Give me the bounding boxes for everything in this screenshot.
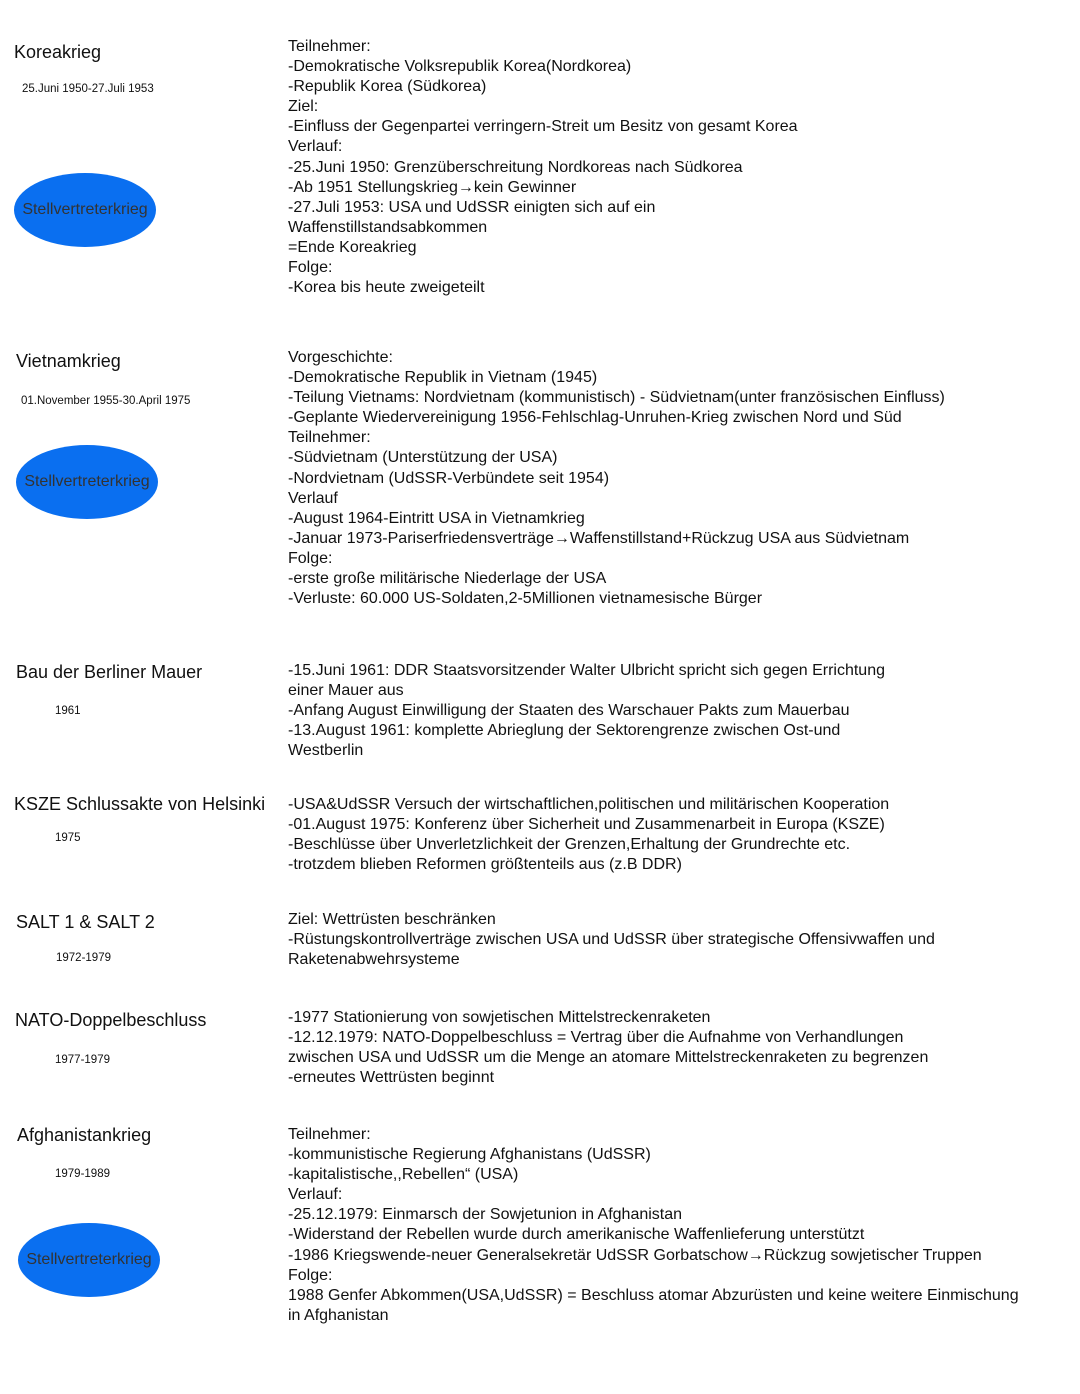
text-line: -Beschlüsse über Unverletzlichkeit der Grenzen,Erhaltung der Grundrechte etc.: [288, 836, 851, 854]
text-line: -25.12.1979: Einmarsch der Sowjetunion in Afghanistan: [288, 1206, 683, 1224]
text-line: Folge:: [288, 259, 333, 277]
text-line: -Korea bis heute zweigeteilt: [288, 279, 485, 297]
text-line: Verlauf:: [288, 1186, 343, 1204]
text-line: -Demokratische Republik in Vietnam (1945): [288, 369, 598, 387]
text-line: -1986 Kriegswende-neuer Generalsekretär UdSSR Gorbatschow→Rückzug sowjetischer Truppen: [288, 1246, 982, 1264]
section-date: 1972-1979: [56, 952, 111, 964]
text-line: Verlauf:: [288, 138, 343, 156]
text-line: -1977 Stationierung von sowjetischen Mittelstreckenraketen: [288, 1009, 711, 1026]
text-line: -kapitalistische,,Rebellen“ (USA): [288, 1166, 519, 1184]
text-line: -trotzdem blieben Reformen größtenteils aus (z.B DDR): [288, 856, 682, 874]
section-title: KSZE Schlussakte von Helsinki: [14, 794, 266, 814]
text-line: -Verluste: 60.000 US-Soldaten,2-5Millionen vietnamesische Bürger: [288, 590, 763, 608]
text-line: -01.August 1975: Konferenz über Sicherheit und Zusammenarbeit in Europa (KSZE): [288, 816, 885, 834]
text-line: -Demokratische Volksrepublik Korea(Nordkorea): [288, 58, 632, 76]
text-line: -25.Juni 1950: Grenzüberschreitung Nordkoreas nach Südkorea: [288, 158, 743, 176]
text-line: 1988 Genfer Abkommen(USA,UdSSR) = Beschluss atomar Abzurüsten und keine weitere Einmischung: [288, 1286, 1019, 1304]
stellvertreterkrieg-badge: Stellvertreterkrieg: [18, 1223, 160, 1297]
section-text: [288, 910, 1068, 970]
text-line: -12.12.1979: NATO-Doppelbeschluss = Vertrag über die Aufnahme von Verhandlungen: [288, 1029, 904, 1047]
text-line: -Anfang August Einwilligung der Staaten des Warschauer Pakts zum Mauerbau: [288, 702, 850, 720]
text-line: -USA&UdSSR Versuch der wirtschaftlichen,politischen und militärischen Kooperation: [288, 796, 890, 813]
section-text: [288, 348, 1068, 609]
section-title: SALT 1 & SALT 2: [16, 912, 155, 932]
text-line: -erste große militärische Niederlage der USA: [288, 570, 607, 588]
section-date: 1975: [55, 832, 81, 844]
section-date: 01.November 1955-30.April 1975: [21, 395, 191, 407]
section-text: [288, 1125, 1068, 1326]
text-line: -27.Juli 1953: USA und UdSSR einigten sich auf ein: [288, 198, 656, 216]
text-line: -Südvietnam (Unterstützung der USA): [288, 449, 558, 467]
section-text: [288, 661, 1068, 761]
text-line: Teilnehmer:: [288, 1126, 371, 1143]
text-line: -Nordvietnam (UdSSR-Verbündete seit 1954): [288, 469, 610, 487]
stellvertreterkrieg-badge: Stellvertreterkrieg: [14, 173, 156, 247]
section-title: Afghanistankrieg: [17, 1125, 152, 1145]
text-line: Westberlin: [288, 742, 364, 760]
text-line: =Ende Koreakrieg: [288, 238, 417, 256]
text-line: Waffenstillstandsabkommen: [288, 218, 488, 236]
text-line: -Einfluss der Gegenpartei verringern-Streit um Besitz von gesamt Korea: [288, 118, 798, 136]
text-line: -Rüstungskontrollverträge zwischen USA und UdSSR über strategische Offensivwaffen und: [288, 931, 935, 949]
text-line: Ziel: Wettrüsten beschränken: [288, 911, 496, 928]
text-line: Folge:: [288, 549, 333, 567]
section-date: 1961: [55, 705, 81, 717]
text-line: -15.Juni 1961: DDR Staatsvorsitzender Walter Ulbricht spricht sich gegen Errichtung: [288, 662, 885, 679]
text-line: -kommunistische Regierung Afghanistans (UdSSR): [288, 1146, 651, 1164]
section-text: [288, 37, 1068, 298]
text-line: -13.August 1961: komplette Abrieglung der Sektorengrenze zwischen Ost-und: [288, 722, 841, 740]
text-line: -Januar 1973-Pariserfriedensverträge→Waffenstillstand+Rückzug USA aus Südvietnam: [288, 529, 910, 547]
text-line: Teilnehmer:: [288, 38, 371, 55]
text-line: Teilnehmer:: [288, 429, 371, 447]
section-text: [288, 795, 1068, 875]
section-title: NATO-Doppelbeschluss: [15, 1010, 207, 1030]
text-line: Raketenabwehrsysteme: [288, 951, 460, 969]
text-line: Vorgeschichte:: [288, 349, 393, 366]
text-line: -Ab 1951 Stellungskrieg→kein Gewinner: [288, 178, 577, 196]
text-line: -Widerstand der Rebellen wurde durch amerikanische Waffenlieferung unterstützt: [288, 1226, 865, 1244]
section-text: [288, 1008, 1068, 1088]
text-line: einer Mauer aus: [288, 682, 404, 700]
text-line: -Teilung Vietnams: Nordvietnam (kommunistisch) - Südvietnam(unter französischen Einfluss): [288, 389, 945, 407]
section-title: Vietnamkrieg: [16, 351, 121, 371]
text-line: -August 1964-Eintritt USA in Vietnamkrieg: [288, 509, 585, 527]
text-line: Ziel:: [288, 98, 319, 116]
section-title: Bau der Berliner Mauer: [16, 662, 203, 682]
section-date: 1977-1979: [55, 1054, 110, 1066]
stellvertreterkrieg-badge: Stellvertreterkrieg: [16, 445, 158, 519]
section-date: 25.Juni 1950-27.Juli 1953: [22, 83, 154, 95]
text-line: Folge:: [288, 1266, 333, 1284]
text-line: in Afghanistan: [288, 1306, 389, 1324]
text-line: -Republik Korea (Südkorea): [288, 78, 487, 96]
text-line: -Geplante Wiedervereinigung 1956-Fehlschlag-Unruhen-Krieg zwischen Nord und Süd: [288, 409, 902, 427]
text-line: -erneutes Wettrüsten beginnt: [288, 1069, 495, 1087]
section-date: 1979-1989: [55, 1168, 110, 1180]
section-title: Koreakrieg: [14, 42, 102, 62]
text-line: Verlauf: [288, 489, 338, 507]
text-line: zwischen USA und UdSSR um die Menge an atomare Mittelstreckenraketen zu begrenzen: [288, 1049, 929, 1067]
